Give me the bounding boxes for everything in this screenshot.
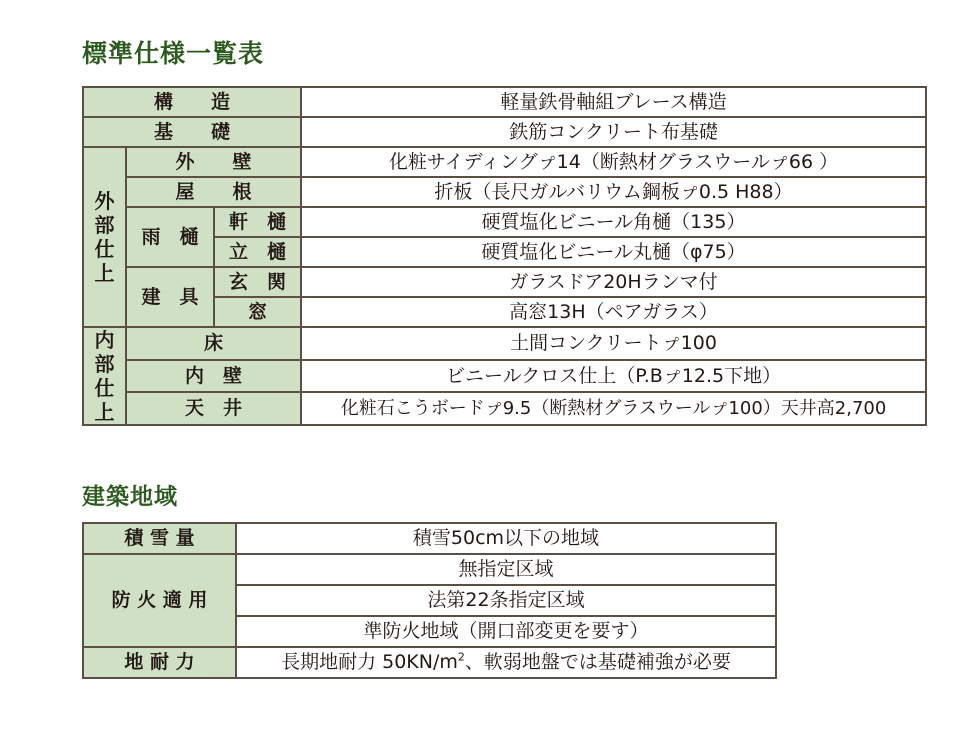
table-row (83, 523, 776, 554)
window-label: 窓 (214, 297, 301, 327)
standard-spec-table (82, 86, 927, 426)
eaves-gutter-label: 軒 樋 (214, 207, 301, 237)
table-row (83, 87, 926, 117)
exterior-wall-label: 外 壁 (126, 147, 301, 177)
structure-value: 軽量鉄骨軸組ブレース構造 (301, 87, 926, 117)
downspout-label: 立 樋 (214, 237, 301, 267)
entrance-value: ガラスドア20Hランマ付 (301, 267, 926, 297)
table-row (83, 360, 926, 393)
floor-value: 土間コンクリートㇷ゚100 (301, 327, 926, 360)
foundation-value: 鉄筋コンクリート布基礎 (301, 117, 926, 147)
exterior-wall-value: 化粧サイディングㇷ゚14（断熱材グラスウールㇷ゚66 ） (301, 147, 926, 177)
window-value: 高窓13H（ペアガラス） (301, 297, 926, 327)
interior-group-label: 内部仕上 (83, 327, 126, 425)
table-row (83, 267, 926, 297)
interior-wall-label: 内 壁 (126, 360, 301, 393)
table-row (83, 207, 926, 237)
ceiling-label: 天 井 (126, 392, 301, 425)
exterior-group-label: 外部仕上 (83, 147, 126, 327)
roof-label: 屋 根 (126, 177, 301, 207)
foundation-label: 基 礎 (83, 117, 301, 147)
fittings-group-label: 建 具 (126, 267, 214, 327)
structure-label: 構 造 (83, 87, 301, 117)
interior-wall-value: ビニールクロス仕上（P.Bㇷ゚12.5下地） (301, 360, 926, 393)
floor-label: 床 (126, 327, 301, 360)
building-area-table (82, 522, 777, 679)
eaves-gutter-value: 硬質塩化ビニール角樋（135） (301, 207, 926, 237)
bearing-label: 地 耐 力 (83, 647, 236, 678)
table-row (83, 647, 776, 678)
table-row (83, 177, 926, 207)
gutter-group-label: 雨 樋 (126, 207, 214, 267)
table-row (83, 554, 776, 585)
downspout-value: 硬質塩化ビニール丸樋（φ75） (301, 237, 926, 267)
roof-value: 折板（長尺ガルバリウム鋼板ㇷ゚0.5 H88） (301, 177, 926, 207)
table-row (83, 117, 926, 147)
bearing-value: 長期地耐力 $50KN/m^2$、軟弱地盤では基礎補強が必要 (236, 647, 776, 678)
entrance-label: 玄 関 (214, 267, 301, 297)
table-row (83, 147, 926, 177)
table-row (83, 392, 926, 425)
snow-label: 積 雪 量 (83, 523, 236, 554)
spec-table-title: 標準仕様一覧表 (82, 39, 265, 68)
fire-value-quasi-fireproof: 準防火地域（開口部変更を要す） (236, 616, 776, 647)
fire-value-none: 無指定区域 (236, 554, 776, 585)
building-area-title: 建築地域 (82, 484, 178, 510)
fire-value-article22: 法第22条指定区域 (236, 585, 776, 616)
ceiling-value: 化粧石こうボードㇷ゚9.5（断熱材グラスウールㇷ゚100）天井高2,700 (301, 392, 926, 425)
fire-label: 防 火 適 用 (83, 554, 236, 647)
snow-value: 積雪50cm以下の地域 (236, 523, 776, 554)
table-row (83, 327, 926, 360)
